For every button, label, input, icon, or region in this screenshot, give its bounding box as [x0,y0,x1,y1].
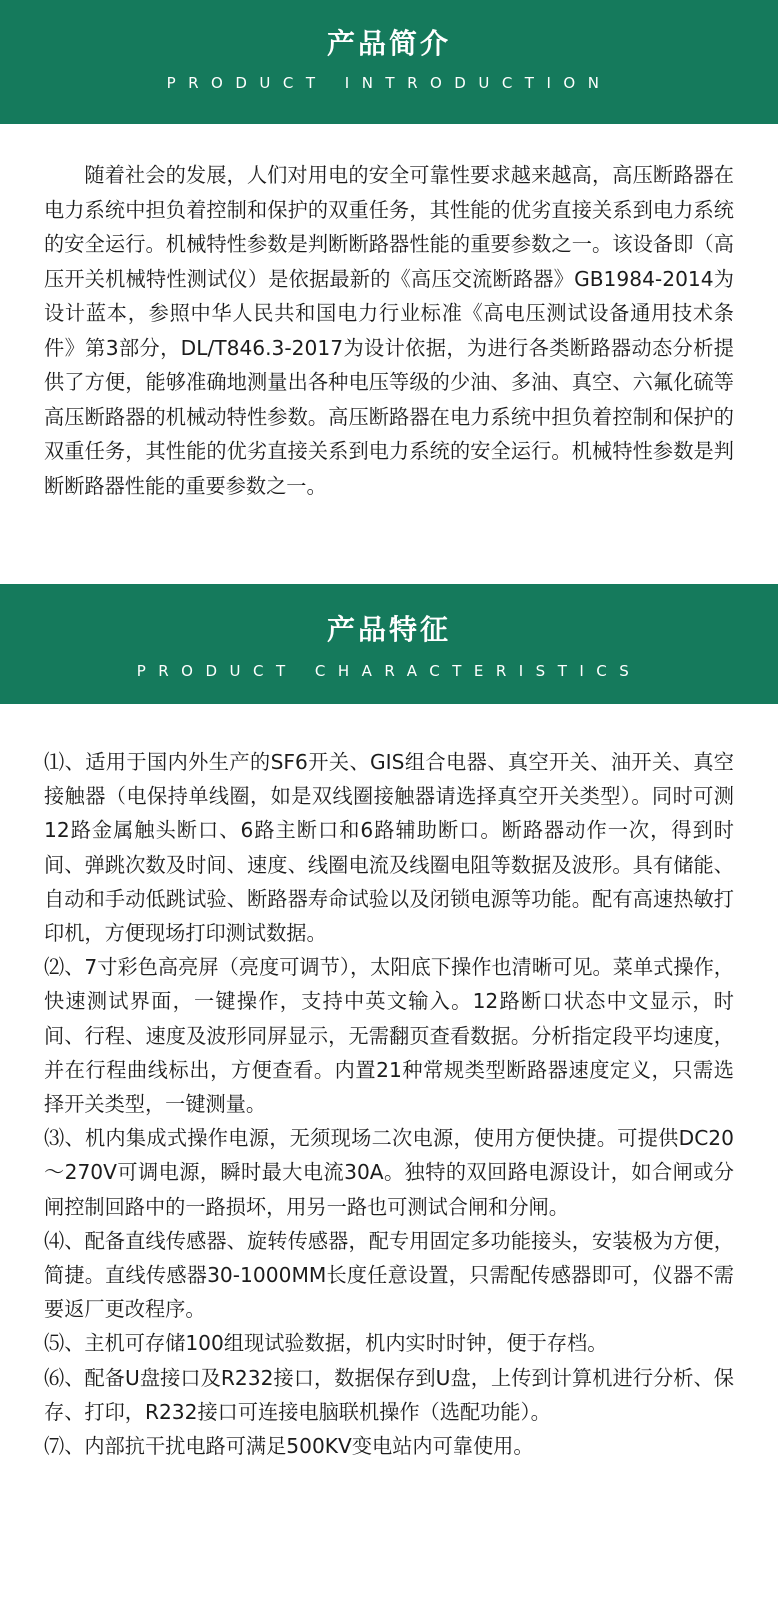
feature-item-6: ⑹、配备U盘接口及R232接口，数据保存到U盘，上传到计算机进行分析、保存、打印，R232接口可连接电脑联机操作（选配功能）。 [44,1365,734,1424]
intro-subtitle: PRODUCT INTRODUCTION [166,74,612,92]
feature-item-1: ⑴、适用于国内外生产的SF6开关、GIS组合电器、真空开关、油开关、真空接触器（电保持单线圈，如是双线圈接触器请选择真空开关类型）。同时可测12路金属触头断口、6路主断口和6路辅助断口。断路器动作一次，得到时间、弹跳次数及时间、速度、线圈电流及线圈电阻等数据及波形。具有储能、自动和手动低跳试验、断路器寿命试验以及闭锁电源等功能。配有高速热敏打印机，方便现场打印测试数据。 [44,750,734,946]
characteristics-subtitle: PRODUCT CHARACTERISTICS [136,662,642,680]
feature-item-7: ⑺、内部抗干扰电路可满足500KV变电站内可靠使用。 [44,1434,534,1459]
feature-item-3: ⑶、机内集成式操作电源，无须现场二次电源，使用方便快捷。可提供DC20～270V可调电源，瞬时最大电流30A。独特的双回路电源设计，如合闸或分闸控制回路中的一路损坏，用另一路也可测试合闸和分闸。 [44,1126,734,1219]
characteristics-banner [0,584,778,704]
characteristics-title: 产品特征 [326,613,451,646]
intro-paragraph: 随着社会的发展，人们对用电的安全可靠性要求越来越高，高压断路器在电力系统中担负着控制和保护的双重任务，其性能的优劣直接关系到电力系统的安全运行。机械特性参数是判断断路器性能的重要参数之一。该设备即（高压开关机械特性测试仪）是依据最新的《高压交流断路器》GB1984-2014为设计蓝本，参照中华人民共和国电力行业标准《高电压测试设备通用技术条件》第3部分，DL/T846.3-2017为设计依据，为进行各类断路器动态分析提供了方便，能够准确地测量出各种电压等级的少油、多油、真空、六氟化硫等高压断路器的机械动特性参数。高压断路器在电力系统中担负着控制和保护的双重任务，其性能的优劣直接关系到电力系统的安全运行。机械特性参数是判断断路器性能的重要参数之一。 [44,163,734,498]
feature-item-2: ⑵、7寸彩色高亮屏（亮度可调节），太阳底下操作也清晰可见。菜单式操作，快速测试界面，一键操作，支持中英文输入。12路断口状态中文显示，时间、行程、速度及波形同屏显示，无需翻页查看数据。分析指定段平均速度，并在行程曲线标出，方便查看。内置21种常规类型断路器速度定义，只需选择开关类型，一键测量。 [44,955,734,1117]
feature-item-5: ⑸、主机可存储100组现试验数据，机内实时时钟，便于存档。 [44,1331,608,1356]
intro-banner [0,0,778,124]
feature-item-4: ⑷、配备直线传感器、旋转传感器，配专用固定多功能接头，安装极为方便，简捷。直线传感器30-1000MM长度任意设置，只需配传感器即可，仪器不需要返厂更改程序。 [44,1228,734,1322]
feature-list [44,745,734,1463]
intro-title: 产品简介 [326,27,451,60]
